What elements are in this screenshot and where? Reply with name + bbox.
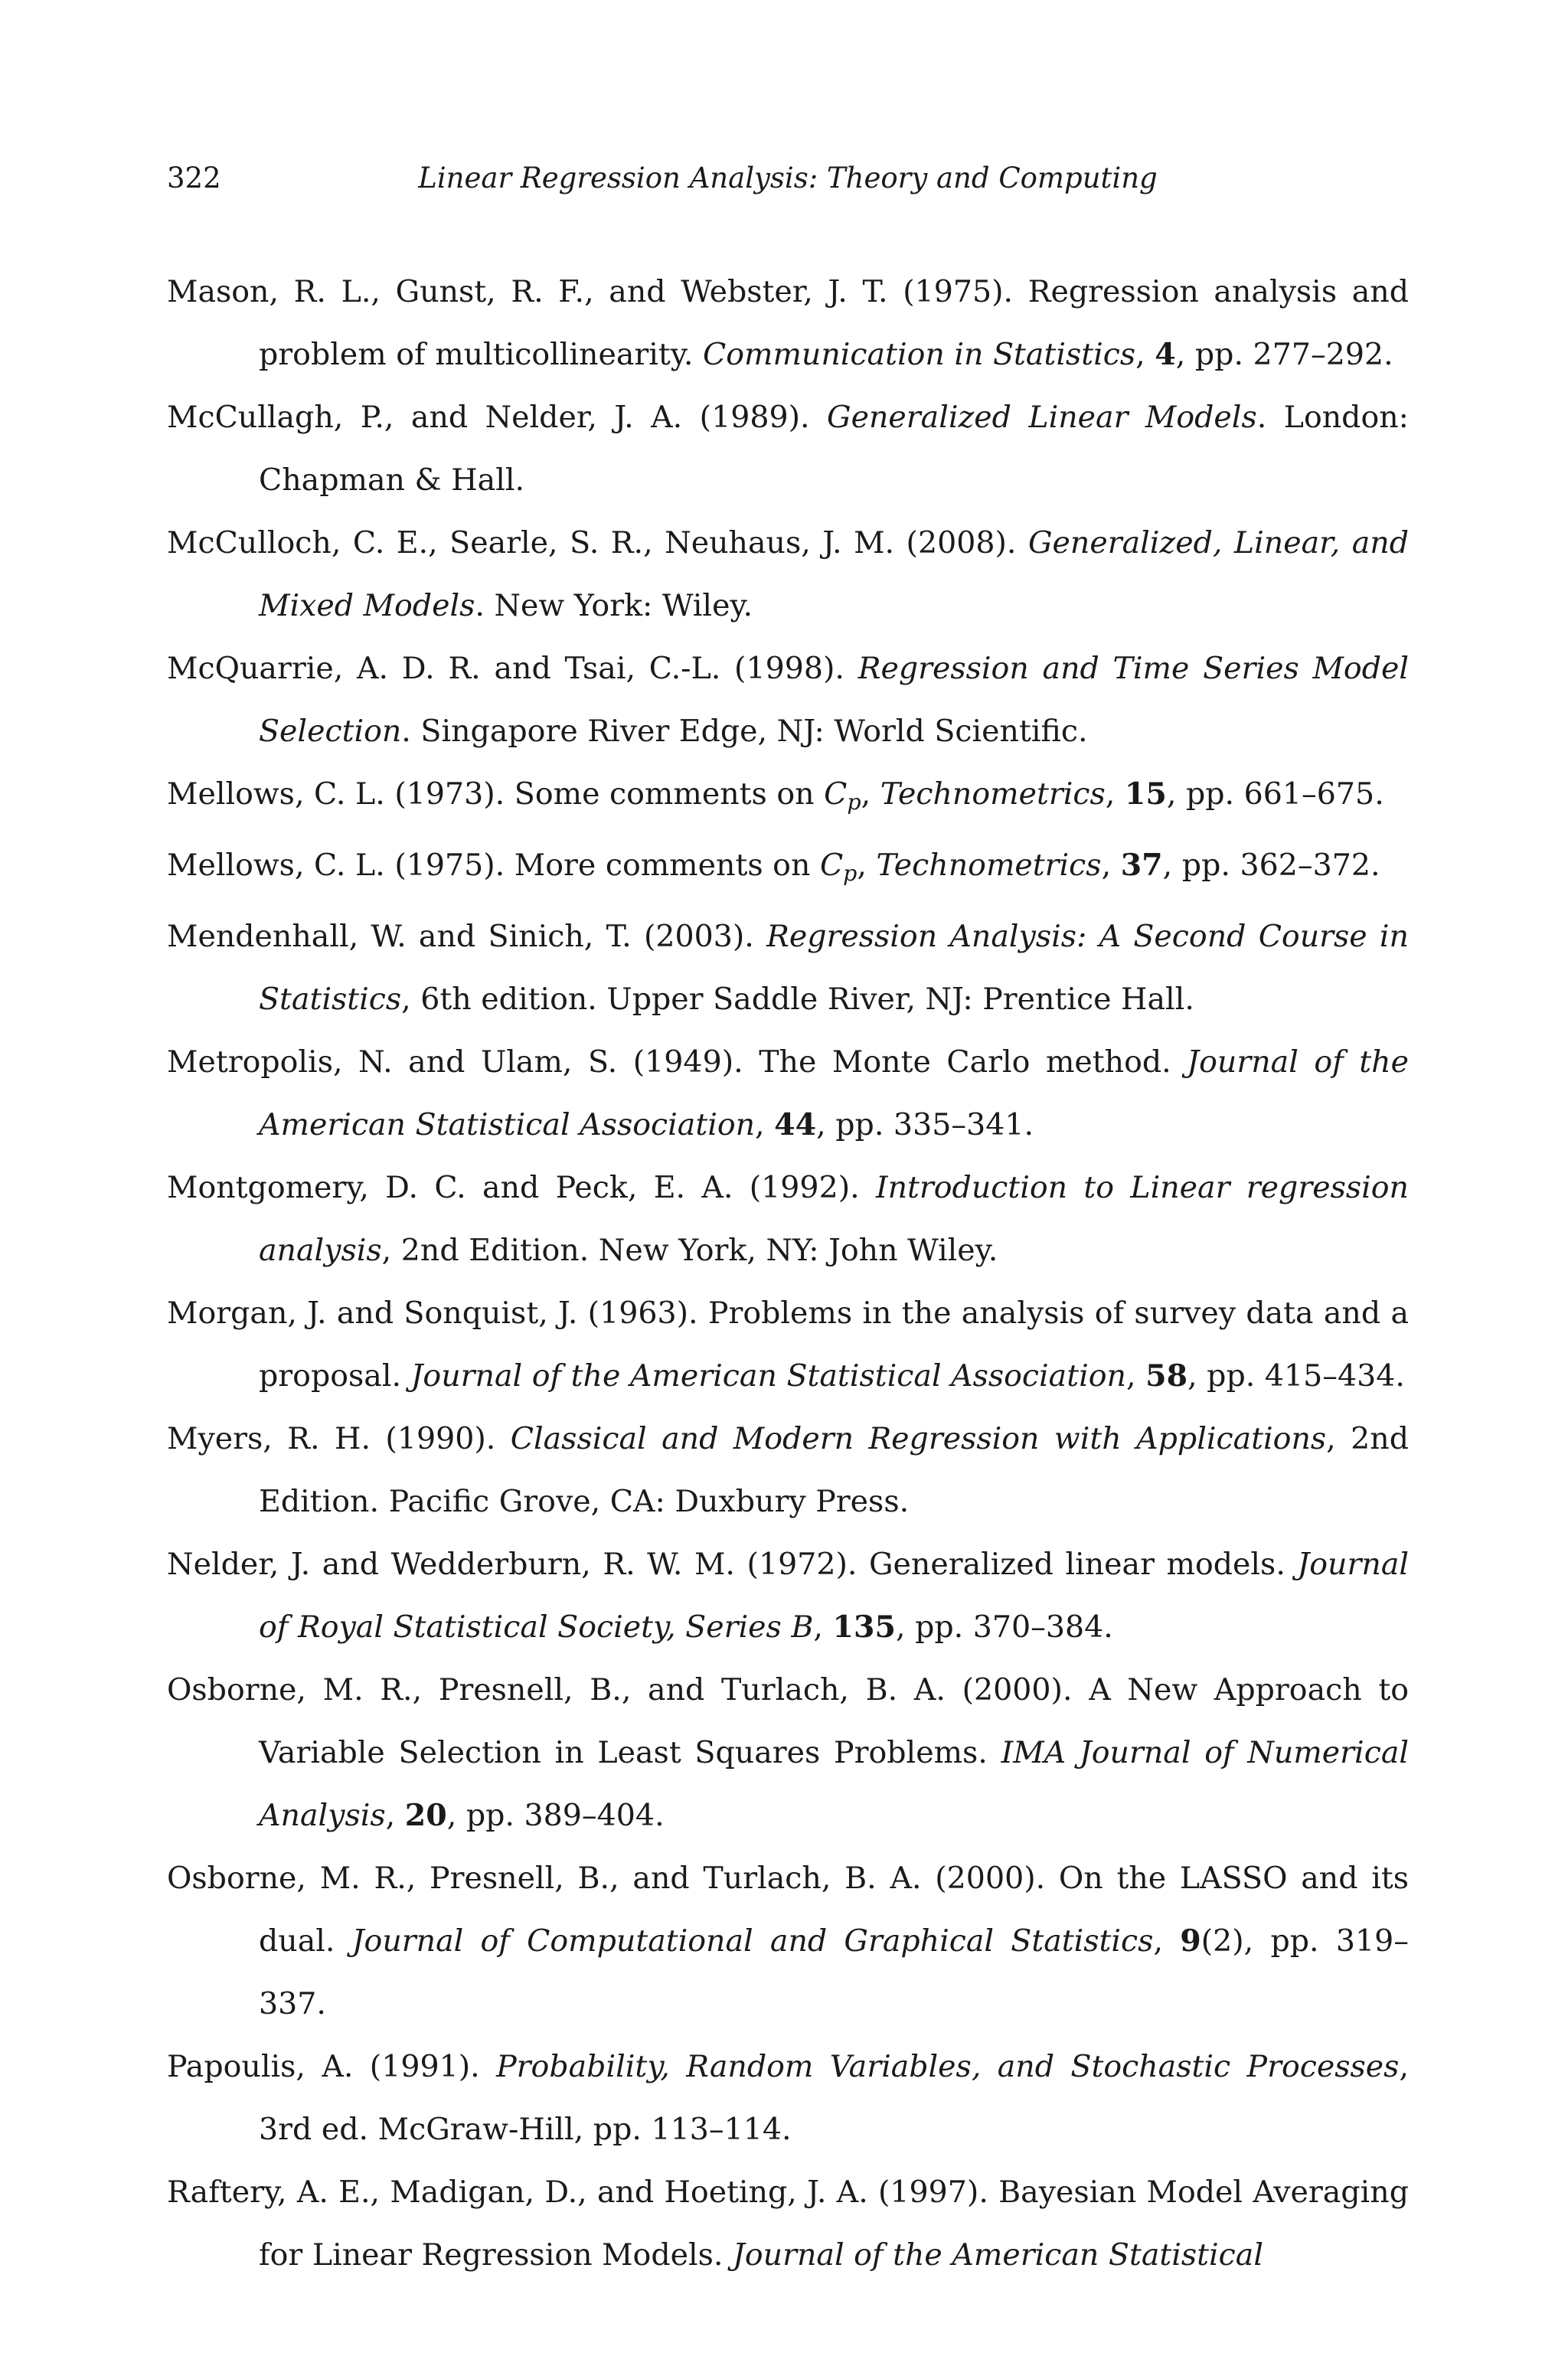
reference-journal: Journal of Computational and Graphical Statistics [351, 1923, 1154, 1959]
reference-authors: Mendenhall, W. and Sinich, T. (2003). [167, 919, 767, 955]
reference-entry [167, 1407, 1409, 1533]
reference-book-title: Regression Analysis: A Second Course in Statistics [259, 919, 1409, 1018]
reference-book-title: Probability, Random Variables, and Stochastic Processes [496, 2049, 1400, 2085]
reference-separator: , [1153, 1923, 1181, 1959]
reference-entry [167, 1031, 1409, 1156]
reference-entry [167, 2035, 1409, 2161]
page-number: 322 [167, 162, 221, 194]
reference-entry [167, 260, 1409, 386]
reference-entry [167, 386, 1409, 511]
reference-publisher: . New York: Wiley. [475, 588, 753, 623]
cp-symbol: C [819, 848, 844, 884]
reference-volume: 15 [1124, 776, 1167, 812]
reference-journal: Journal of the American Statistical Association [410, 1358, 1126, 1394]
reference-entry [167, 1533, 1409, 1658]
reference-publisher: , 3rd ed. McGraw-Hill, pp. 113–114. [259, 2049, 1410, 2148]
reference-journal: Technometrics [880, 776, 1106, 812]
reference-book-title: Generalized Linear Models [827, 400, 1257, 435]
reference-separator: , [813, 1609, 833, 1645]
reference-authors: McCulloch, C. E., Searle, S. R., Neuhaus, J. M. (2008). [167, 525, 1028, 560]
reference-authors: Nelder, J. and Wedderburn, R. W. M. (1972). Generalized linear models. [167, 1547, 1298, 1583]
reference-authors: Morgan, J. and Sonquist, J. (1963). Problems in the analysis of survey data and a proposal. [167, 1296, 1409, 1394]
reference-publisher: , 2nd Edition. Pacific Grove, CA: Duxbury Press. [259, 1421, 1409, 1520]
reference-pages: , pp. 415–434. [1187, 1358, 1405, 1394]
reference-journal: IMA Journal of Numerical Analysis [259, 1735, 1409, 1834]
reference-entry [167, 834, 1409, 905]
reference-book-title: Classical and Modern Regression with Applications [510, 1421, 1327, 1457]
reference-volume: 44 [774, 1107, 817, 1143]
reference-volume: 58 [1145, 1358, 1188, 1394]
reference-entry [167, 2161, 1409, 2286]
reference-volume: 20 [404, 1798, 447, 1834]
reference-authors: Mason, R. L., Gunst, R. F., and Webster, J. T. (1975). Regression analysis and problem of multicollinearity. [167, 274, 1409, 372]
reference-volume: 37 [1120, 848, 1163, 884]
reference-authors: Montgomery, D. C. and Peck, E. A. (1992). [167, 1170, 876, 1206]
reference-authors: Mellows, C. L. (1973). Some comments on [167, 776, 825, 812]
reference-separator: , [755, 1107, 775, 1143]
reference-journal: Communication in Statistics [702, 337, 1136, 372]
reference-entry [167, 1156, 1409, 1282]
reference-pages: , pp. 389–404. [446, 1798, 665, 1834]
reference-publisher: , 2nd Edition. New York, NY: John Wiley. [381, 1233, 998, 1269]
reference-authors: McCullagh, P., and Nelder, J. A. (1989). [167, 400, 828, 435]
reference-journal: Journal of the American Statistical Association [259, 1044, 1409, 1143]
reference-entry [167, 763, 1409, 834]
reference-entry [167, 511, 1409, 637]
reference-separator: , [1125, 1358, 1146, 1394]
reference-volume: 135 [832, 1609, 896, 1645]
reference-authors: Raftery, A. E., Madigan, D., and Hoeting, J. A. (1997). Bayesian Model Averaging for Linear Regression Models. [167, 2175, 1409, 2273]
reference-journal: Journal of Royal Statistical Society, Series B [259, 1547, 1409, 1645]
cp-symbol: C [824, 776, 848, 812]
reference-pages: , pp. 277–292. [1175, 337, 1393, 372]
reference-pages: , pp. 370–384. [895, 1609, 1113, 1645]
reference-authors: Metropolis, N. and Ulam, S. (1949). The Monte Carlo method. [167, 1044, 1187, 1080]
reference-publisher: . Singapore River Edge, NJ: World Scientific. [401, 714, 1088, 749]
reference-authors: Osborne, M. R., Presnell, B., and Turlach, B. A. (2000). A New Approach to Variable Selection in Least Squares Problems. [167, 1672, 1409, 1771]
reference-journal: Journal of the American Statistical [733, 2237, 1263, 2273]
reference-pages: (2), pp. 319–337. [259, 1923, 1409, 2022]
reference-volume: 9 [1180, 1923, 1201, 1959]
reference-list [167, 260, 1409, 2286]
reference-volume: 4 [1155, 337, 1176, 372]
cp-subscript: p [843, 861, 858, 887]
reference-pages: , pp. 335–341. [816, 1107, 1034, 1143]
reference-entry [167, 1847, 1409, 2035]
reference-entry [167, 1658, 1409, 1847]
page-header [167, 157, 1409, 200]
reference-authors: Osborne, M. R., Presnell, B., and Turlach, B. A. (2000). On the LASSO and its dual. [167, 1861, 1409, 1959]
reference-book-title: Regression and Time Series Model Selection [259, 651, 1409, 749]
reference-authors: Myers, R. H. (1990). [167, 1421, 511, 1457]
reference-separator: , [1105, 776, 1125, 812]
reference-separator: , [1101, 848, 1121, 884]
reference-entry [167, 905, 1409, 1031]
reference-authors: Mellows, C. L. (1975). More comments on [167, 848, 820, 884]
reference-authors: Papoulis, A. (1991). [167, 2049, 497, 2085]
reference-entry [167, 1282, 1409, 1407]
reference-separator: , [385, 1798, 405, 1834]
reference-entry [167, 637, 1409, 763]
reference-book-title: Generalized, Linear, and Mixed Models [259, 525, 1410, 623]
cp-subscript: p [847, 789, 861, 815]
reference-separator: , [857, 848, 877, 884]
reference-authors: McQuarrie, A. D. R. and Tsai, C.-L. (1998). [167, 651, 858, 686]
reference-separator: , [861, 776, 880, 812]
reference-pages: , pp. 661–675. [1166, 776, 1384, 812]
reference-publisher: . London: Chapman & Hall. [259, 400, 1409, 498]
reference-publisher: , 6th edition. Upper Saddle River, NJ: Prentice Hall. [401, 982, 1194, 1018]
reference-pages: , pp. 362–372. [1162, 848, 1380, 884]
running-title: Linear Regression Analysis: Theory and Computing [418, 162, 1158, 194]
reference-separator: , [1135, 337, 1155, 372]
reference-journal: Technometrics [876, 848, 1102, 884]
reference-book-title: Introduction to Linear regression analysis [259, 1170, 1409, 1269]
